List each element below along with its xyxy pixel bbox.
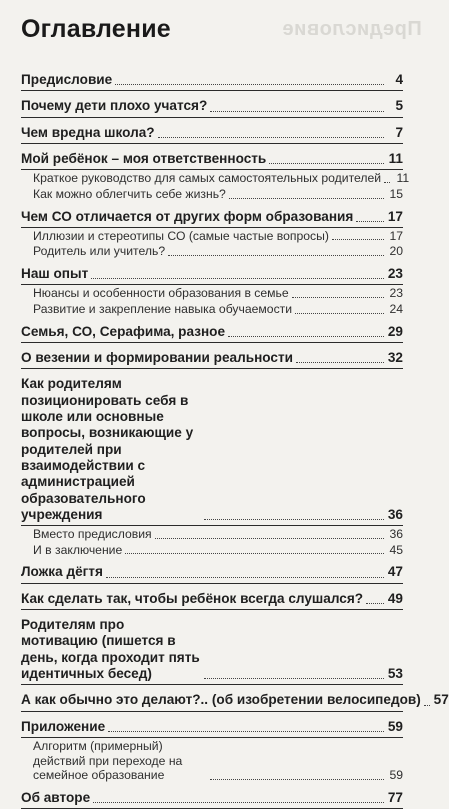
dot-leader — [155, 538, 384, 539]
dot-leader — [332, 239, 384, 240]
dot-leader — [168, 255, 384, 256]
toc-page-number: 36 — [389, 527, 403, 542]
toc-entry-label: Как можно облегчить себе жизнь? — [33, 186, 226, 201]
toc-entry[interactable] — [21, 374, 403, 526]
bleed-through-text: Предисловие — [282, 18, 422, 40]
table-of-contents — [21, 70, 449, 809]
toc-entry-label: Мой ребёнок – моя ответственность — [21, 150, 267, 166]
toc-entry-label: Развитие и закрепление навыка обучаемости — [33, 302, 293, 317]
toc-page-number: 24 — [389, 302, 403, 317]
toc-page-number: 17 — [389, 228, 403, 243]
toc-entry-label: Как сделать так, чтобы ребёнок всегда слушался? — [21, 590, 364, 606]
toc-entry-label: Ложка дёгтя — [21, 564, 103, 580]
toc-page-number: 36 — [387, 506, 403, 522]
toc-subentry[interactable] — [21, 228, 403, 244]
toc-entry-label: Иллюзии и стереотипы СО (самые частые вопросы) — [33, 228, 329, 243]
toc-entry-label: Как родителям позиционировать себя в школе или основные вопросы, возникающие у родителей при взаимодействии с администрацией образовательного учреждения — [21, 376, 194, 522]
toc-page-number: 20 — [389, 244, 403, 259]
toc-entry[interactable] — [21, 562, 403, 583]
toc-entry[interactable] — [21, 123, 403, 144]
dot-leader — [106, 577, 384, 578]
toc-entry-label: Чем СО отличается от других форм образования — [21, 208, 354, 224]
dot-leader — [356, 221, 384, 222]
toc-entry-label: Предисловие — [21, 72, 113, 87]
toc-entry[interactable] — [21, 322, 403, 343]
dot-leader — [210, 779, 384, 780]
toc-subentry[interactable] — [21, 526, 403, 542]
toc-page-number: 7 — [395, 124, 403, 140]
dot-leader — [93, 802, 384, 803]
toc-page-number: 15 — [389, 186, 403, 201]
toc-page-number: 23 — [389, 286, 403, 301]
toc-subentry[interactable] — [21, 170, 410, 186]
toc-entry[interactable] — [21, 348, 403, 369]
dot-leader — [210, 111, 384, 112]
toc-entry-label: Вместо предисловия — [33, 527, 152, 542]
toc-entry[interactable] — [21, 788, 403, 809]
toc-entry[interactable] — [21, 589, 403, 610]
toc-subentry[interactable] — [21, 243, 403, 259]
toc-entry-label: Родитель или учитель? — [33, 244, 166, 259]
toc-entry[interactable] — [21, 207, 403, 228]
dot-leader — [296, 362, 384, 363]
page-title: Оглавление — [21, 15, 171, 43]
toc-page-number: 17 — [387, 208, 403, 224]
toc-entry[interactable] — [21, 264, 403, 285]
dot-leader — [229, 198, 384, 199]
dot-leader — [292, 297, 384, 298]
toc-page-number: 23 — [387, 266, 403, 282]
dot-leader — [91, 278, 384, 279]
dot-leader — [366, 603, 384, 604]
toc-page-number: 29 — [387, 323, 403, 339]
toc-page-number: 59 — [389, 768, 403, 783]
toc-subentry[interactable] — [21, 285, 403, 301]
toc-page-number: 4 — [395, 72, 403, 87]
dot-leader — [204, 519, 384, 520]
toc-entry-label: Наш опыт — [21, 266, 89, 282]
toc-entry-label: Алгоритм (примерный) действий при переходе на семейное образование — [33, 738, 183, 783]
dot-leader — [204, 678, 384, 679]
toc-entry[interactable] — [21, 96, 403, 117]
toc-entry-label: А как обычно это делают?.. (об изобретении велосипедов) — [21, 692, 421, 708]
toc-page-number: 47 — [387, 564, 403, 580]
dot-leader — [108, 731, 384, 732]
toc-entry-label: Нюансы и особенности образования в семье — [33, 286, 289, 301]
toc-entry-label: И в заключение — [33, 542, 123, 557]
toc-page-number: 49 — [387, 590, 403, 606]
toc-page-number: 53 — [387, 666, 403, 681]
toc-page-number: 5 — [395, 98, 403, 114]
dot-leader — [158, 137, 384, 138]
dot-leader — [384, 182, 390, 183]
toc-entry-label: Чем вредна школа? — [21, 124, 155, 140]
toc-page-number: 45 — [389, 542, 403, 557]
toc-entry-label: Семья, СО, Серафима, разное — [21, 323, 226, 339]
toc-subentry[interactable] — [21, 738, 403, 783]
toc-page-number: 57 — [433, 692, 449, 708]
toc-page-number: 32 — [387, 350, 403, 366]
dot-leader — [295, 313, 384, 314]
toc-entry-label: О везении и формировании реальности — [21, 350, 293, 366]
toc-entry[interactable] — [21, 717, 403, 738]
dot-leader — [115, 84, 384, 85]
toc-entry-label: Приложение — [21, 718, 106, 734]
toc-entry-label: Об авторе — [21, 789, 91, 805]
toc-subentry[interactable] — [21, 186, 403, 202]
toc-entry-label: Почему дети плохо учатся? — [21, 98, 208, 114]
toc-entry[interactable] — [21, 149, 403, 170]
toc-entry[interactable] — [21, 615, 403, 685]
dot-leader — [269, 163, 384, 164]
toc-entry-label: Родителям про мотивацию (пишется в день, когда проходит пять идентичных бесед) — [21, 617, 200, 681]
toc-entry[interactable] — [21, 690, 449, 711]
toc-page-number: 11 — [396, 171, 410, 186]
toc-subentry[interactable] — [21, 542, 403, 558]
toc-page-number: 77 — [387, 789, 403, 805]
toc-page-number: 11 — [388, 150, 403, 166]
toc-subentry[interactable] — [21, 301, 403, 317]
dot-leader — [228, 336, 384, 337]
toc-entry[interactable] — [21, 70, 403, 91]
dot-leader — [424, 705, 430, 706]
toc-entry-label: Краткое руководство для самых самостоятельных родителей — [33, 171, 382, 186]
toc-page-number: 59 — [387, 718, 403, 734]
dot-leader — [125, 553, 384, 554]
